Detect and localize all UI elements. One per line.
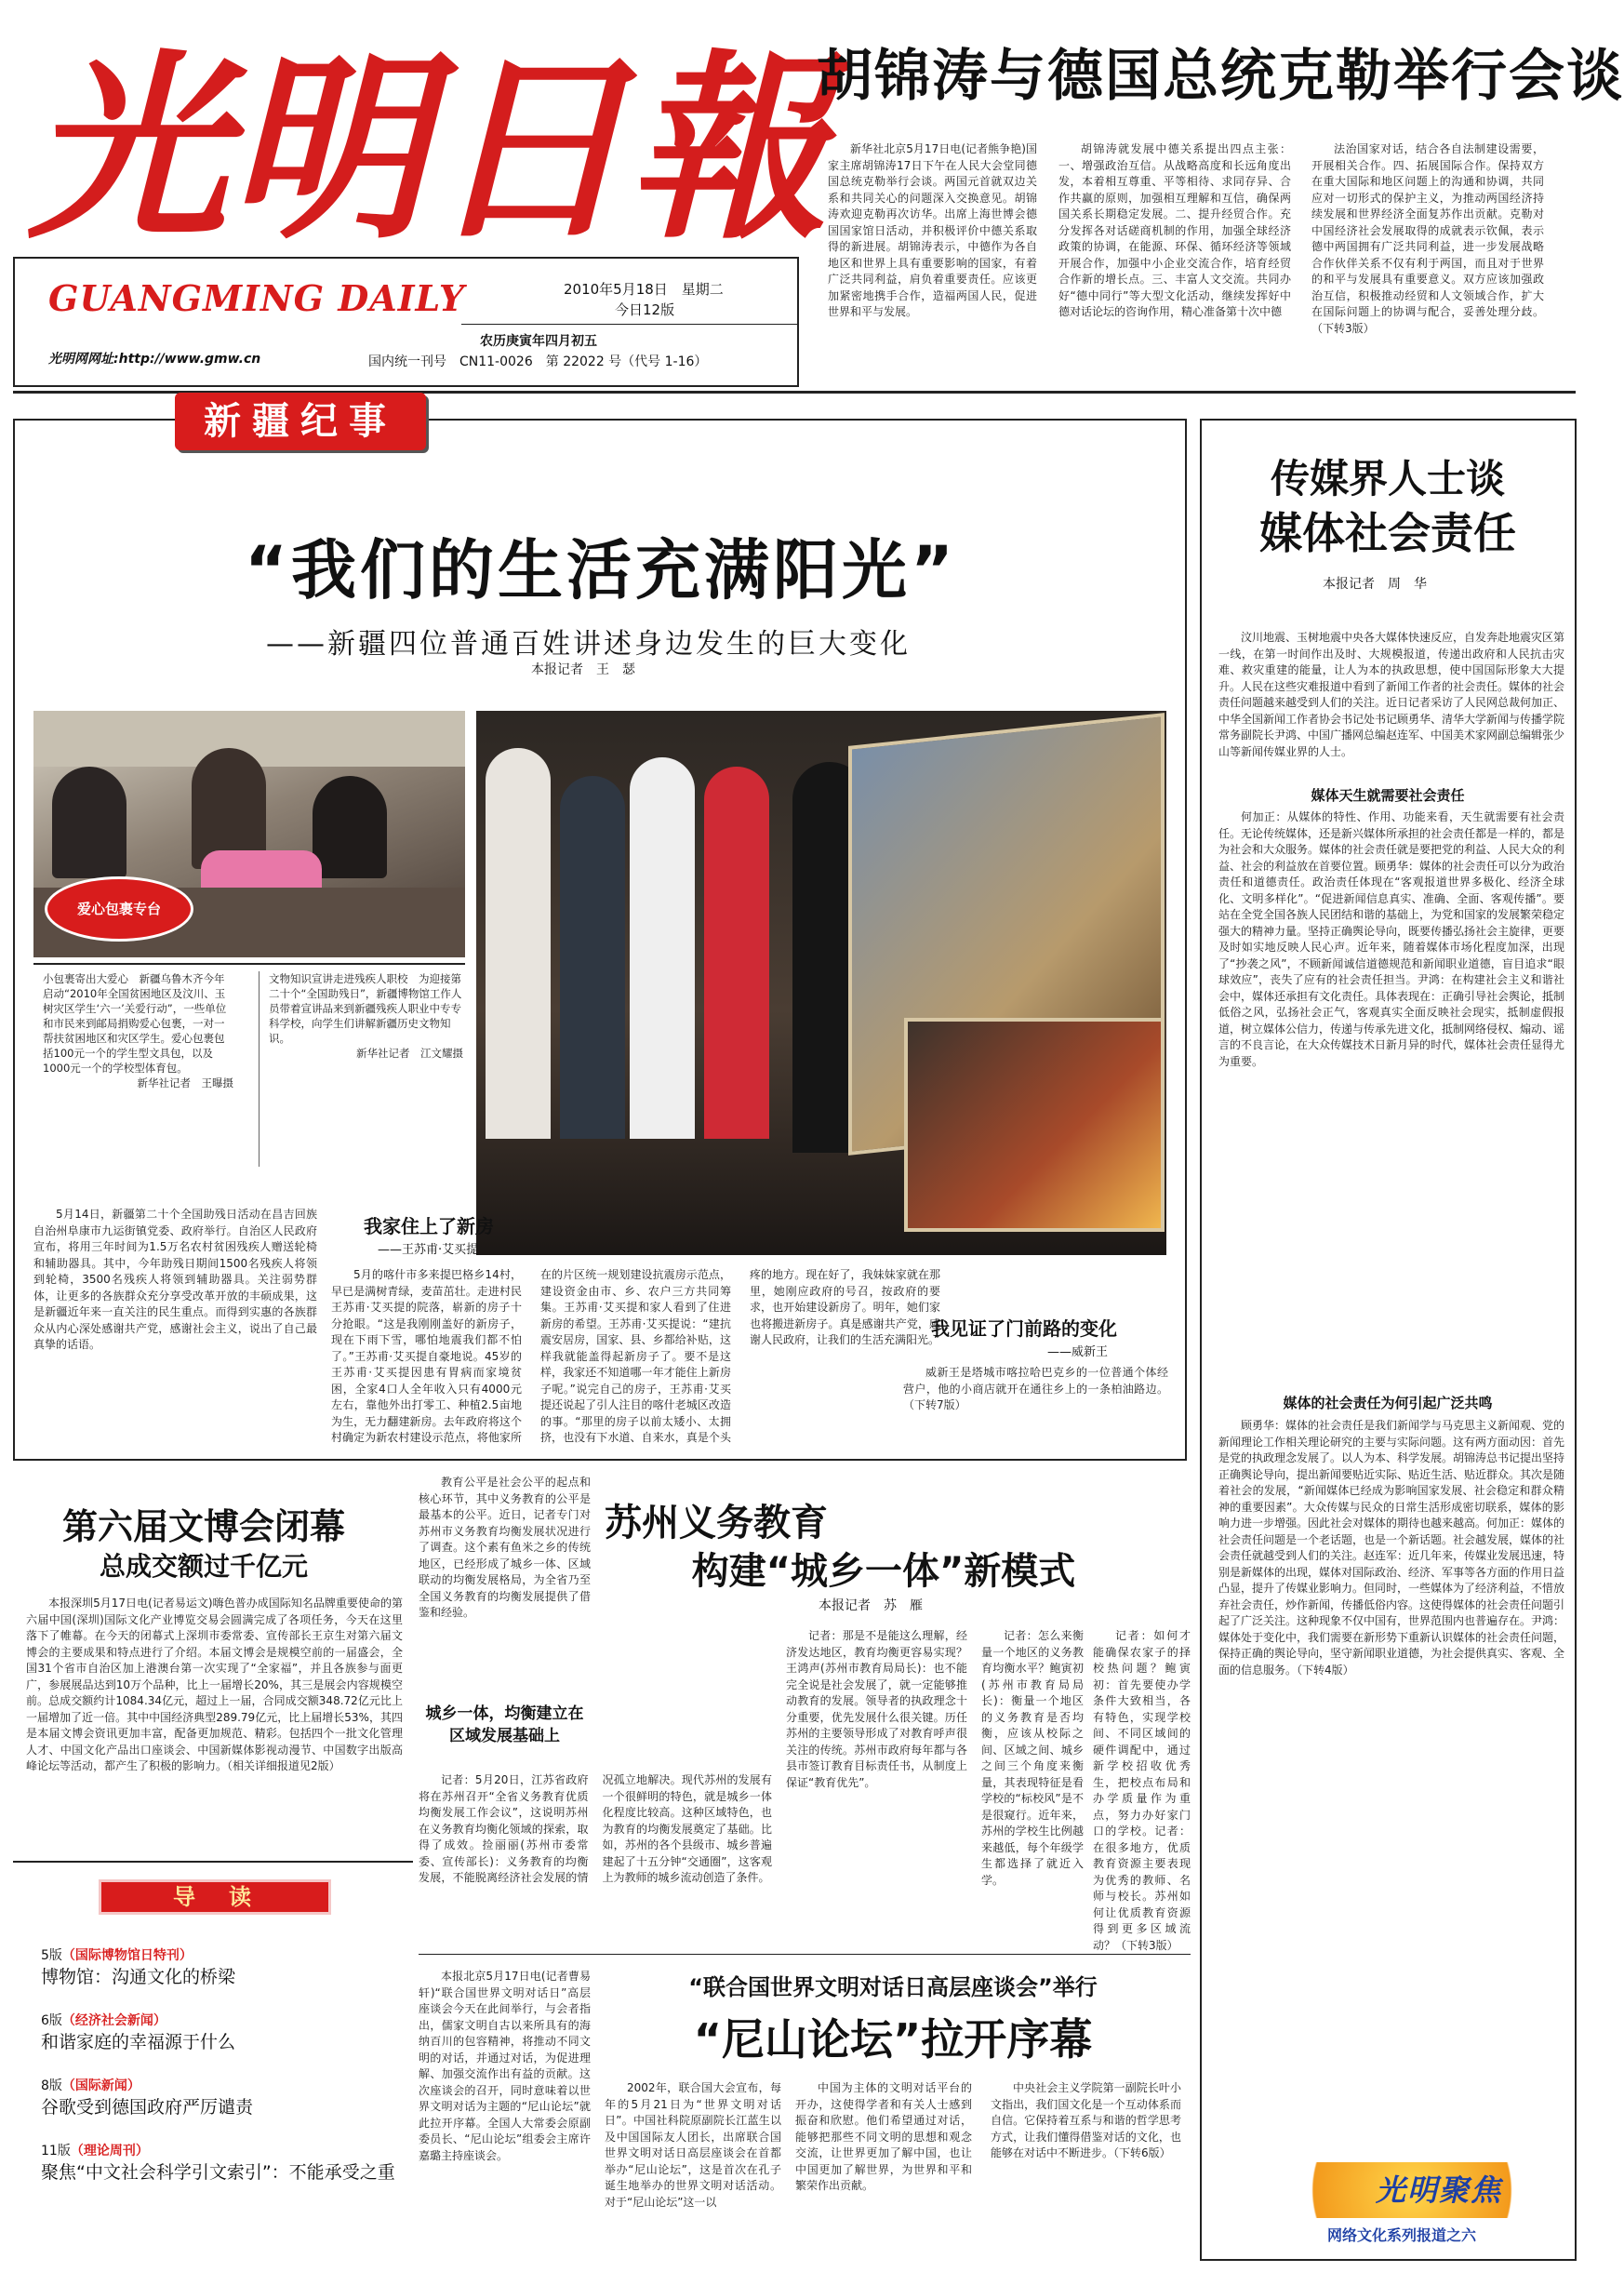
nishan-headline-1: “联合国世界文明对话日高层座谈会”举行 xyxy=(688,1974,1098,2000)
logo-calligraphy-icon xyxy=(19,19,828,266)
guide-title-badge: 导 读 xyxy=(99,1879,331,1915)
guide-item[interactable]: 6版（经济社会新闻） 和谐家庭的幸福源于什么 xyxy=(41,2011,408,2055)
xinjiang-story-col-4: 威新王是塔城市喀拉哈巴克乡的一位普通个体经营户，他的小商店就开在通往乡上的一条柏油路边。（下转7版） xyxy=(903,1366,1168,1411)
expo-subhead: 总成交额过千亿元 xyxy=(99,1551,308,1582)
lead-col-1: 新华社北京5月17日电(记者熊争艳)国家主席胡锦涛17日下午在人民大会堂同德国总统克勒举行会谈。两国元首就双边关系和共同关心的问题深入交换意见。胡锦涛欢迎克勒再次访华。出席上海世博会德国国家馆日活动，并积极评价中德关系取得的新进展。胡锦涛表示，中德作为各自地区和世界上具有重要影响的国家，有着广泛共同利益，肩负着重要责任。应该更加紧密地携手合作，造福两国人民，促进世界和平与发展。 xyxy=(828,142,1037,318)
photo-person xyxy=(704,767,769,1139)
education-headline-1: 苏州义务教育 xyxy=(605,1502,828,1544)
masthead-info-box xyxy=(13,257,799,387)
photo-caption-1: 小包裹寄出大爱心 新疆乌鲁木齐今年启动“2010年全国贫困地区及汶川、玉树灾区学生‘六一’关爱行动”，一些单位和市民来到邮局捐购爱心包裹，一对一帮扶贫困地区和灾区学生。爱心包裹包括100元一个的学生型文具包，以及1000元一个的学校型体育包。 新华社记者 王曝摄 xyxy=(43,972,233,1089)
xinjiang-subhead: ——新疆四位普通百姓讲述身边发生的巨大变化 xyxy=(266,628,911,661)
guide-item-title: 和谐家庭的幸福源于什么 xyxy=(41,2032,236,2052)
photo-caption-2: 文物知识宣讲走进残疾人职校 为迎接第二十个“全国助残日”，新疆博物馆工作人员带着宣讲品来到新疆残疾人职业中专专科学校，向学生们讲解新疆历史文物知识。 新华社记者 江文耀摄 xyxy=(259,971,463,1167)
media-subhead-2: 媒体的社会责任为何引起广泛共鸣 xyxy=(1283,1395,1493,1411)
xinjiang-byline: 本报记者 王 瑟 xyxy=(531,662,635,677)
media-body-2: 顾勇华：媒体的社会责任是我们新闻学与马克思主义新闻观、党的新闻理论工作相关理论研究的主要与实际问题。这有两方面动因：首先是党的执政理念发展了。以人为本、科学发展。胡锦涛总书记提出坚持正确舆论导向，提出新闻要贴近实际、贴近生活、贴近群众。其次是随着社会的发展，“新闻媒体已经成为影响国家发展、社会稳定和群众精神的重要因素”。大众传媒与民众的日常生活形成密切联系，媒体的影响力进一步增强。因此社会对媒体的期待也越来越高。何加正：媒体的社会责任问题是一个老话题，也是一个新话题。社会越发展，媒体的社会责任就越受到人们的关注。赵连军：近几年来，传媒业发展迅速，特别是新媒体的出现，媒体对国际政治、经济、军事等各方面的作用日益凸显，提升了传媒业影响力。但同时，一些媒体为了经济利益，不惜放弃社会责任，炒作新闻，传播低俗内容。这使得媒体的社会责任问题引起了广泛关注。这种现象不仅中国有，世界范围内也普遍存在。尹鸿：媒体处于变化中，我们需要在新形势下重新认识媒体的社会责任问题，保持正确的舆论导向，坚守新闻职业道德，为社会提供真实、客观、全面的信息服务。（下转4版） xyxy=(1218,1419,1565,1677)
masthead-logo xyxy=(19,19,828,266)
education-headline-2: 构建“城乡一体”新模式 xyxy=(691,1550,1076,1593)
media-subhead-1: 媒体天生就需要社会责任 xyxy=(1311,787,1465,804)
education-col-4: 记者：如何才能确保农家子的择校热问题？鲍寅初：首先要使办学条件大致相当，各有特色，实现学校间、不同区域间的硬件调配中，通过新学校招收优秀生，把校点布局和办学质量作为重点，努力办好家门口的学校。记者：在很多地方，优质教育资源主要表现为优秀的教师、名师与校长。苏州如何让优质教育资源得到更多区域流动？（下转3版） xyxy=(1093,1629,1191,1952)
media-headline-1: 传媒界人士谈 xyxy=(1270,456,1505,501)
photo-credit: 新华社记者 江文耀摄 xyxy=(356,1047,463,1060)
media-body-1: 何加正：从媒体的特性、作用、功能来看，天生就需要有社会责任。无论传统媒体，还是新兴媒体所承担的社会责任都是一样的，都是为社会和大众服务。媒体的社会责任就是要把党的利益、人民大众的利益、社会的利益放在首要位置。顾勇华：媒体的社会责任可以分为政治责任和道德责任。政治责任体现在“客观报道世界多极化、经济全球化、文明多样化”。“促进新闻信息真实、准确、全面、客观传播”。要站在全党全国各族人民团结和谐的基础上，为党和国家的发展繁荣稳定强大的精神力量。坚持正确舆论导向，既要传播弘扬社会主旋律，更要及时如实地反映人民心声。近年来，随着媒体市场化程度加深，出现了“抄袭之风”，不顾新闻诚信道德规范和新闻职业道德，盲目追求“眼球效应”，丧失了应有的社会责任担当。尹鸿：在构建社会主义和谐社会中，媒体还承担有文化责任。具体表现在：正确引导社会舆论，抵制低俗之风，弘扬社会正气，客观真实全面反映社会现实，抵制虚假报道，树立媒体公信力，传递与传承先进文化，抵制网络侵权、煽动、谣言的不良言论，在大众传媒技术日新月异的时代，媒体社会责任显得尤为重要。 xyxy=(1218,810,1565,1068)
xinjiang-story-col-2: 5月的喀什市多来提巴格乡14村，早已是满树青绿，麦苗茁壮。走进村民王苏甫·艾买提的院落，崭新的房子十分抢眼。“这是我刚刚盖好的新房子，现在下雨下雪，哪怕地震我们都不怕了。”王苏甫·艾买提自豪地说。45岁的王苏甫·艾买提因患有胃病而家境贫困，全家4口人全年收入只有4000元左右，靠他外出打零工、种植2.5亩地为生，无力翻建新房。去年政府将这个村确定为新农村建设示范点，将他家所在的片区统一规划建设抗震房示范点，建设资金由市、乡、农户三方共同筹集。王苏甫·艾买提和家人看到了住进新房的希望。王苏甫·艾买提说：“建抗震安居房，国家、县、乡都给补贴，这样我就能盖得起新房子了。要不是这样，我家还不知道哪一年才能住上新房子呢。”说完自己的房子，王苏甫·艾买提还说起了引人注目的喀什老城区改造的事。“那里的房子以前太矮小、太拥挤，也没有下水道、自来水，真是个头疼的地方。现在好了，我妹妹家就在那里，她刚应政府的号召，按政府的要求，也开始建设新房了。明年，她们家也将搬进新房子。真是感谢共产党，感谢人民政府，让我们的生活充满阳光。” xyxy=(331,1268,940,1444)
nishan-col-1: 2002年，联合国大会宣布，每年的5月21日为“世界文明对话日”。中国社科院原副院长江蓝生以及中国国际友人团长，出席联合国世界文明对话日高层座谈会在首都举办“尼山论坛”，这是首次在孔子诞生地举办的世界文明对话活动。对于“尼山论坛”这一以 xyxy=(605,2081,781,2209)
media-headline-2: 媒体社会责任 xyxy=(1259,508,1516,558)
nishan-col-2: 中国为主体的文明对话平台的开办，这使得学者和有关人士感到振奋和欣慰。他们希望通过对话，能够把那些不同文明的思想和观念交流，让世界更加了解中国，也让中国更加了解世界，为世界和平和繁荣作出贡献。 xyxy=(795,2081,972,2192)
masthead-issn: 国内统一刊号 CN11-0026 第 22022 号（代号 1-16） xyxy=(368,354,708,369)
guide-item[interactable]: 11版（理论周刊） 聚焦“中文社会科学引文索引”：不能承受之重 xyxy=(41,2142,408,2185)
xinjiang-badge: 新疆纪事 xyxy=(175,393,426,450)
guide-item[interactable]: 5版（国际博物馆日特刊） 博物馆：沟通文化的桥梁 xyxy=(41,1946,408,1990)
nishan-intro: 本报北京5月17日电(记者曹易轩)“联合国世界文明对话日”高层座谈会今天在此间举行，与会者指出，儒家文明自古以来所具有的海纳百川的包容精神，将推动不同文明的对话，并通过对话，为促进理解、加强交流作出有益的贡献。这次座谈会的召开，同时意味着以世界文明对话为主题的“尼山论坛”就此拉开序幕。全国人大常委会原副委员长、“尼山论坛”组委会主席许嘉璐主持座谈会。 xyxy=(419,1970,591,2162)
masthead-english: GUANGMING DAILY xyxy=(48,277,465,319)
photo-person xyxy=(52,767,126,878)
masthead-date: 2010年5月18日 星期二 xyxy=(564,281,724,298)
photo-badge: 爱心包裹专台 xyxy=(45,876,193,942)
media-section xyxy=(1200,419,1577,2261)
xinjiang-headline: “我们的生活充满阳光” xyxy=(244,532,957,608)
education-byline: 本报记者 苏 雁 xyxy=(819,1598,923,1613)
expo-body: 本报深圳5月17日电(记者易运文)嗨色普办成国际知名品牌重要使命的第六届中国(深圳)国际文化产业博览交易会圆满完成了各项任务，今天在这里落下了帷幕。在今天的闭幕式上深圳市委常委、宣传部长王京生对第六届文博会的主要成果和特点进行了介绍。本届文博会是规模空前的一届盛会，全国31个省市自治区加上港澳台第一次实现了“全家福”，并且各族参与面更广，参展展品达到10万个品种，比上一届增长20%，其三是展会内容规模空前。总成交额约计1084.34亿元，超过上一届，合同成交额348.72亿元比上一届增加了近一倍。其中中国经济典型289.79亿元，比上届增长53%，其四是本届文博会资讯更加丰富，配备更加规范、精彩。包括四个一批文化管理人才、中国文化产品出口座谈会、中国新媒体影视动漫节、中国数字出版高峰论坛等活动，都产生了积极的影响力。（相关详细报道见2版） xyxy=(26,1597,403,1772)
lead-col-2: 胡锦涛就发展中德关系提出四点主张：一、增强政治互信。从战略高度和长远角度出发，本着相互尊重、平等相待、求同存异、合作共赢的原则，加强相互理解和互信，确保两国关系长期稳定发展。二、提升经贸合作。充分发挥各对话磋商机制的作用，加强全球经济政策的协调，在能源、环保、循环经济等领域开展合作，加强中小企业交流合作，培育经贸合作新的增长点。三、丰富人文交流。共同办好“德中同行”等大型文化活动，继续发挥好中德对话论坛的咨询作用，精心准备第十次中德 xyxy=(1058,142,1291,318)
masthead-lunar: 农历庚寅年四月初五 xyxy=(480,334,597,349)
education-section xyxy=(419,1465,1191,1952)
lead-col-3: 法治国家对话，结合各自法制建设需要，开展相关合作。四、拓展国际合作。保持双方在重大国际和地区问题上的沟通和协调，共同应对一切形式的保护主义，为推动两国经济持续发展和世界经济全面复苏作出贡献。克勒对中国经济社会发展取得的成就表示钦佩，表示德中两国拥有广泛共同利益，进一步发展战略合作伙伴关系不仅有利于两国，而且对于世界的和平与发展具有重要意义。双方应该加强政治互信，积极推动经贸和人文领域合作，扩大在国际问题上的协调与配合，妥善处理分歧。（下转3版） xyxy=(1311,142,1544,335)
nishan-section xyxy=(419,1954,1191,2261)
education-col-1: 教育公平是社会公平的起点和核心环节，其中义务教育的公平是最基本的公平。近日，记者专门对苏州市义务教育均衡发展状况进行了调查。这个素有鱼米之乡的传统地区，已经形成了城乡一体、区域联动的均衡发展格局，为全省乃至全国义务教育的均衡发展提供了借鉴和经验。 xyxy=(419,1476,591,1619)
education-subhead-1: 城乡一体，均衡建立在区域发展基础上 xyxy=(425,1704,584,1745)
guide-item-title: 谷歌受到德国政府严厉谴责 xyxy=(41,2097,254,2118)
photo-post-office xyxy=(33,711,465,957)
focus-subtitle: 网络文化系列报道之六 xyxy=(1327,2226,1477,2244)
xinjiang-story-col-1: 5月14日，新疆第二十个全国助残日活动在昌吉回族自治州阜康市九运街镇党委、政府举行。自治区人民政府宣布，将用三年时间为1.5万名农村贫困残疾人赠送轮椅和辅助器具。其中，今年助残日期间1500名残疾人将领到轮椅，3500名残疾人将领到辅助器具。关注弱势群体，让更多的各族群众充分享受改革开放的丰硕成果，这是新疆近年来一直关注的民生重点。而得到实惠的各族群众从内心深处感谢共产党，感谢社会主义，说出了自己最真挚的话语。 xyxy=(33,1208,317,1351)
expo-headline: 第六届文博会闭幕 xyxy=(61,1506,345,1547)
photo-person xyxy=(560,776,625,1139)
photo-exhibit-board xyxy=(904,1018,1165,1232)
lead-headline: 胡锦涛与德国总统克勒举行会谈 xyxy=(817,44,1624,109)
focus-logo: 光明聚焦 xyxy=(1304,2162,1574,2218)
expo-section xyxy=(13,1479,413,1851)
xinjiang-subhead-2-by: ——威新王 xyxy=(1047,1345,1109,1359)
xinjiang-section xyxy=(13,400,1187,1461)
photo-person xyxy=(630,757,695,1139)
masthead-website[interactable]: 光明网网址:http://www.gmw.cn xyxy=(48,352,261,367)
masthead xyxy=(13,13,828,385)
education-col-2: 记者：那是不是能这么理解，经济发达地区，教育均衡更容易实现？王鸿声(苏州市教育局局长)：也不能完全说是社会发展了，就一定能够推动教育的发展。领导者的执政理念十分重要，优先发展什么很关键。历任苏州的主要领导形成了对教育呼声很关注的传统。苏州市政府每年都与各县市签订教育目标责任书，从制度上保证“教育优先”。 xyxy=(786,1629,967,1789)
media-byline: 本报记者 周 华 xyxy=(1323,577,1427,592)
guide-item-title: 聚焦“中文社会科学引文索引”：不能承受之重 xyxy=(41,2162,395,2183)
guide-item-title: 博物馆：沟通文化的桥梁 xyxy=(41,1967,236,1987)
media-intro: 汶川地震、玉树地震中央各大媒体快速反应，自发奔赴地震灾区第一线，在第一时间作出及时、大规模报道，传递出政府和人民抗击灾难、救灾重建的能量，让人为本的执政思想，使中国国际形象大大提升。人民在这些灾难报道中看到了新闻工作者的社会责任。媒体的社会责任问题越来越受到人们的关注。近日记者采访了人民网总裁何加正、中华全国新闻工作者协会书记处书记顾勇华、清华大学新闻与传播学院常务副院长尹鸿、中国广播网总编赵连军、中国美术家网副总编辑张少山等新闻传媒业界的人士。 xyxy=(1218,631,1565,758)
lead-story xyxy=(800,13,1624,385)
photo-museum-exhibit xyxy=(476,711,1166,1255)
education-col-3: 记者：怎么来衡量一个地区的义务教育均衡水平？鲍寅初(苏州市教育局局长)：衡量一个地区的义务教育是否均衡，应该从校际之间、区域之间、城乡之间三个角度来衡量，其表现特征是看学校的“标校风”是不是很窥行。近年来，苏州的学校生比例越来越低，每个年级学生都选择了就近入学。 xyxy=(981,1629,1084,1887)
svg-text:光明日報: 光明日報 xyxy=(28,31,828,266)
xinjiang-subhead-2: 我见证了门前路的变化 xyxy=(931,1317,1117,1340)
education-col-1b: 记者：5月20日，江苏省政府将在苏州召开“全省义务教育优质均衡发展工作会议”，这说明苏州在义务教育均衡化领域的探索，取得了成效。捡丽丽(苏州市委常委、宣传部长)：义务教育的均衡发展，不能脱离经济社会发展的情况孤立地解决。现代苏州的发展有一个很鲜明的特色，就是城乡一体化程度比较高。这种区域特色，也为教育的均衡发展奠定了基础。比如，苏州的各个县级市、城乡普遍建起了十五分钟“交通圈”，这客观上为教师的城乡流动创造了条件。 xyxy=(419,1773,772,1884)
xinjiang-subhead-1: 我家住上了新房 xyxy=(364,1215,494,1237)
photo-person xyxy=(313,776,387,878)
guide-section xyxy=(13,1861,413,2261)
masthead-pages: 今日12版 xyxy=(615,301,675,318)
photo-credit: 新华社记者 王曝摄 xyxy=(137,1076,233,1089)
photo-person xyxy=(486,748,551,1139)
nishan-headline-2: “尼山论坛”拉开序幕 xyxy=(693,2014,1093,2065)
guide-item[interactable]: 8版（国际新闻） 谷歌受到德国政府严厉谴责 xyxy=(41,2077,408,2120)
nishan-col-3: 中央社会主义学院第一副院长叶小文指出，我们国文化是一个互动体系而自信。它保持着互系与和谐的哲学思考方式，让我们懂得借鉴对话的文化，也能够在对话中不断进步。（下转6版） xyxy=(991,2081,1181,2159)
xinjiang-subhead-1-by: ——王苏甫·艾买提 xyxy=(378,1243,479,1257)
